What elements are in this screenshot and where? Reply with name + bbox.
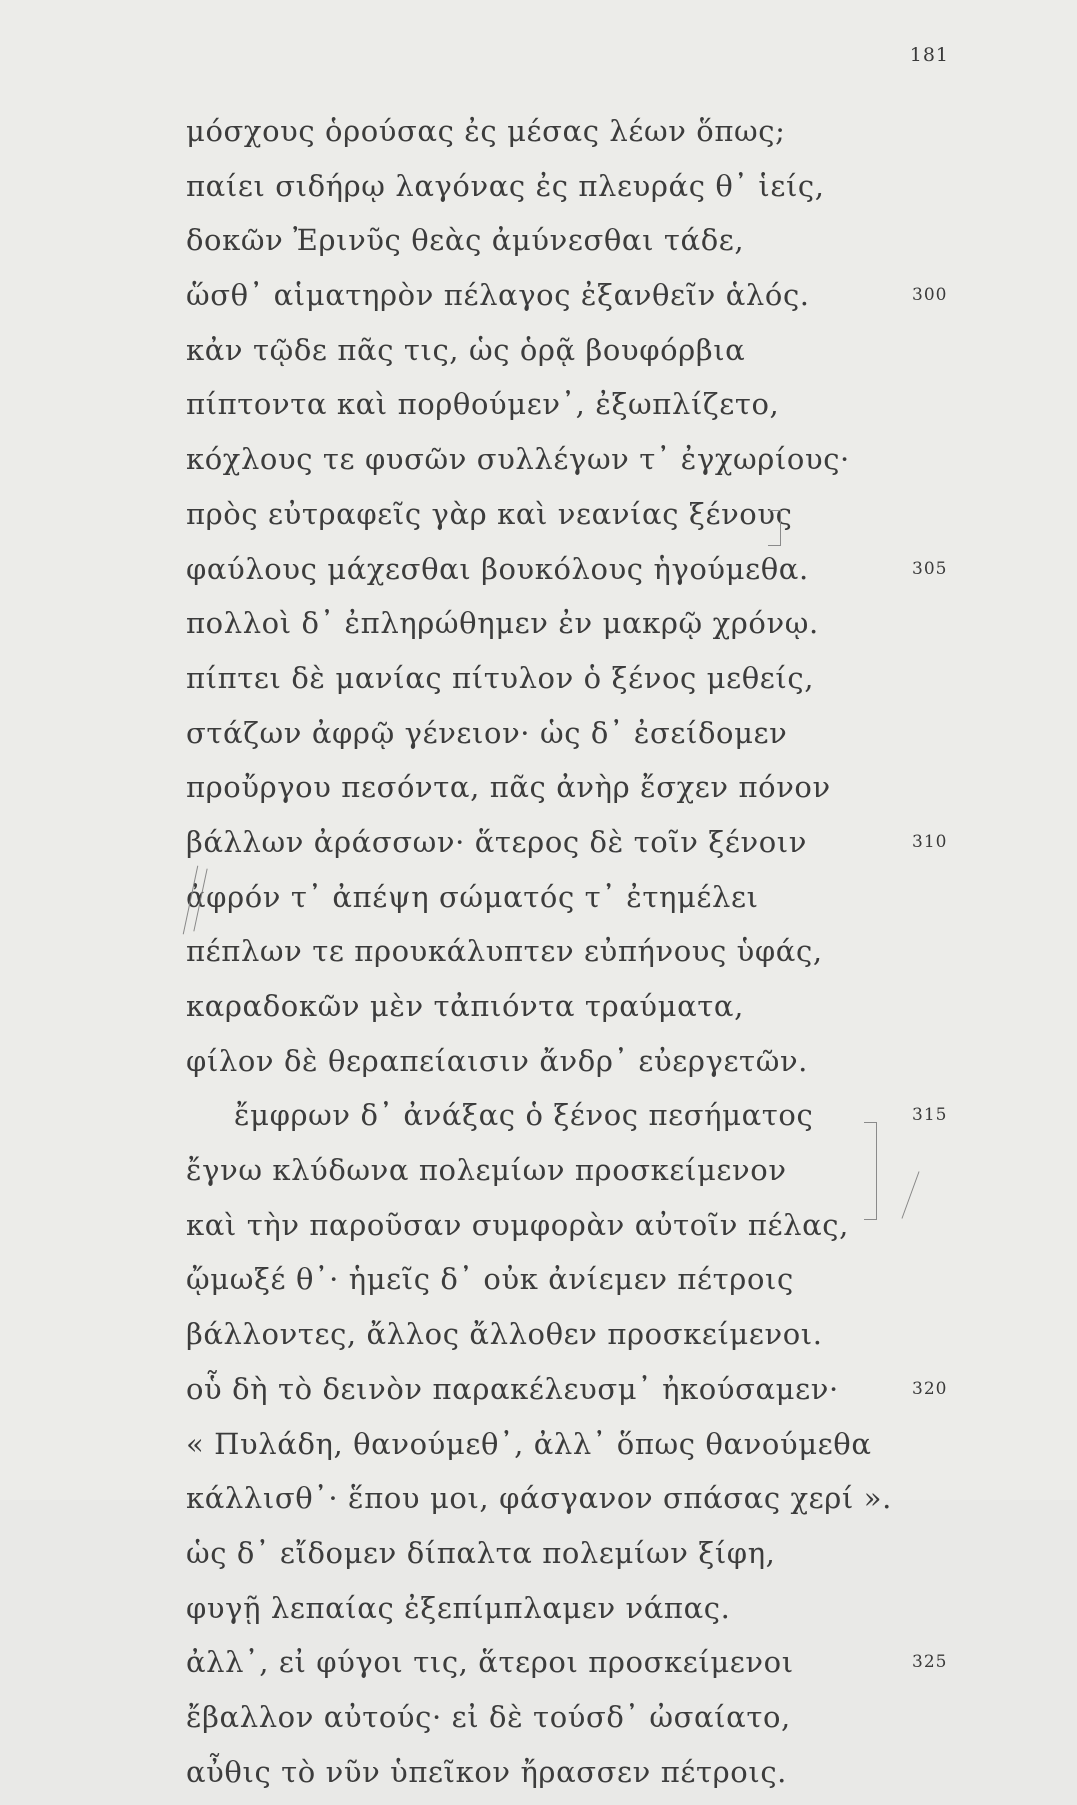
verse-line [186,1034,986,1089]
verse-text: φίλον δὲ θεραπείαισιν ἄνδρ᾽ εὐεργετῶν. [186,1043,809,1078]
verse-text: καὶ τὴν παροῦσαν συμφορὰν αὐτοῖν πέλας, [186,1207,849,1242]
verse-text: φαύλους μάχεσθαι βουκόλους ἡγούμεθα. [186,551,809,586]
verse-text: πρὸς εὐτραφεῖς γὰρ καὶ νεανίας ξένους [186,496,793,531]
verse-text: καραδοκῶν μὲν τἀπιόντα τραύματα, [186,989,744,1023]
verse-line [186,377,986,432]
verse-text: πέπλων τε προυκάλυπτεν εὐπήνους ὑφάς, [186,934,823,969]
verse-text: στάζων ἀφρῷ γένειον· ὡς δ᾽ ἐσείδομεν [186,715,788,750]
verse-text: ἔμφρων δ᾽ ἀνάξας ὁ ξένος πεσήματος [234,1098,814,1133]
verse-line [186,596,986,651]
verse-text: οὗ δὴ τὸ δεινὸν παρακέλευσμ᾽ ἠκούσαμεν· [186,1371,839,1406]
verse-text: « Πυλάδη, θανούμεθ᾽, ἀλλ᾽ ὅπως θανούμεθα [186,1426,872,1461]
verse-line [186,1417,986,1472]
verse-line [186,979,986,1034]
verse-line [186,1635,986,1690]
verse-line [186,706,986,761]
verse-text: πίπτει δὲ μανίας πίτυλον ὁ ξένος μεθείς, [186,660,815,695]
line-number: 320 [912,1378,948,1399]
verse-line [186,924,986,979]
verse-text: ἀλλ᾽, εἰ φύγοι τις, ἅτεροι προσκείμενοι [186,1645,794,1680]
verse-line [186,1690,986,1745]
verse-text: βάλλων ἀράσσων· ἅτερος δὲ τοῖν ξένοιν [186,824,807,859]
verse-text: φυγῇ λεπαίας ἐξεπίμπλαμεν νάπας. [186,1590,731,1625]
verse-block [186,104,986,1799]
line-number: 315 [912,1105,948,1126]
verse-line [186,1581,986,1636]
verse-line [186,1526,986,1581]
verse-line [186,323,986,378]
verse-line [186,432,986,487]
verse-line [186,1252,986,1307]
verse-line [186,760,986,815]
verse-text: πίπτοντα καὶ πορθούμεν᾽, ἐξωπλίζετο, [186,387,780,422]
verse-line [186,213,986,268]
verse-line [186,815,986,870]
verse-text: δοκῶν Ἐρινῦς θεὰς ἀμύνεσθαι τάδε, [186,223,745,258]
verse-line [186,487,986,542]
verse-text: κάλλισθ᾽· ἕπου μοι, φάσγανον σπάσας χερί ». [186,1481,892,1516]
verse-text: πολλοὶ δ᾽ ἐπληρώθημεν ἐν μακρῷ χρόνῳ. [186,606,819,641]
verse-line [186,268,986,323]
verse-text: παίει σιδήρῳ λαγόνας ἐς πλευράς θ᾽ ἱείς, [186,168,825,203]
verse-line [186,104,986,159]
verse-line [186,870,986,925]
verse-text: ἀφρόν τ᾽ ἀπέψη σώματός τ᾽ ἐτημέλει [186,879,759,914]
verse-text: βάλλοντες, ἄλλος ἄλλοθεν προσκείμενοι. [186,1317,823,1352]
verse-text: αὖθις τὸ νῦν ὑπεῖκον ἤρασσεν πέτροις. [186,1754,787,1789]
page-number: 181 [909,44,949,66]
line-number: 305 [912,558,948,579]
verse-line [186,1307,986,1362]
pencil-bracket-mark [864,1122,877,1220]
line-number: 300 [912,285,948,306]
pencil-bracket-mark [768,510,781,546]
verse-text: κόχλους τε φυσῶν συλλέγων τ᾽ ἐγχωρίους· [186,442,850,477]
verse-line [186,542,986,597]
verse-line [186,1471,986,1526]
verse-text: ὡς δ᾽ εἴδομεν δίπαλτα πολεμίων ξίφη, [186,1535,776,1570]
verse-text: κἀν τῷδε πᾶς τις, ὡς ὁρᾷ βουφόρβια [186,332,746,367]
line-number: 325 [912,1652,948,1673]
verse-text: ὥσθ᾽ αἱματηρὸν πέλαγος ἐξανθεῖν ἁλός. [186,278,810,313]
verse-text: ᾤμωξέ θ᾽· ἡμεῖς δ᾽ οὐκ ἀνίεμεν πέτροις [186,1262,794,1297]
verse-text: ἔβαλλον αὐτούς· εἰ δὲ τούσδ᾽ ὠσαίατο, [186,1699,791,1734]
line-number: 310 [912,831,948,852]
verse-text: ἔγνω κλύδωνα πολεμίων προσκείμενον [186,1153,787,1188]
verse-line [186,651,986,706]
verse-text: προὔργου πεσόντα, πᾶς ἀνὴρ ἔσχεν πόνον [186,770,831,805]
verse-line [186,1362,986,1417]
verse-line [186,1745,986,1800]
verse-line [186,159,986,214]
verse-text: μόσχους ὁρούσας ἐς μέσας λέων ὅπως; [186,114,786,148]
